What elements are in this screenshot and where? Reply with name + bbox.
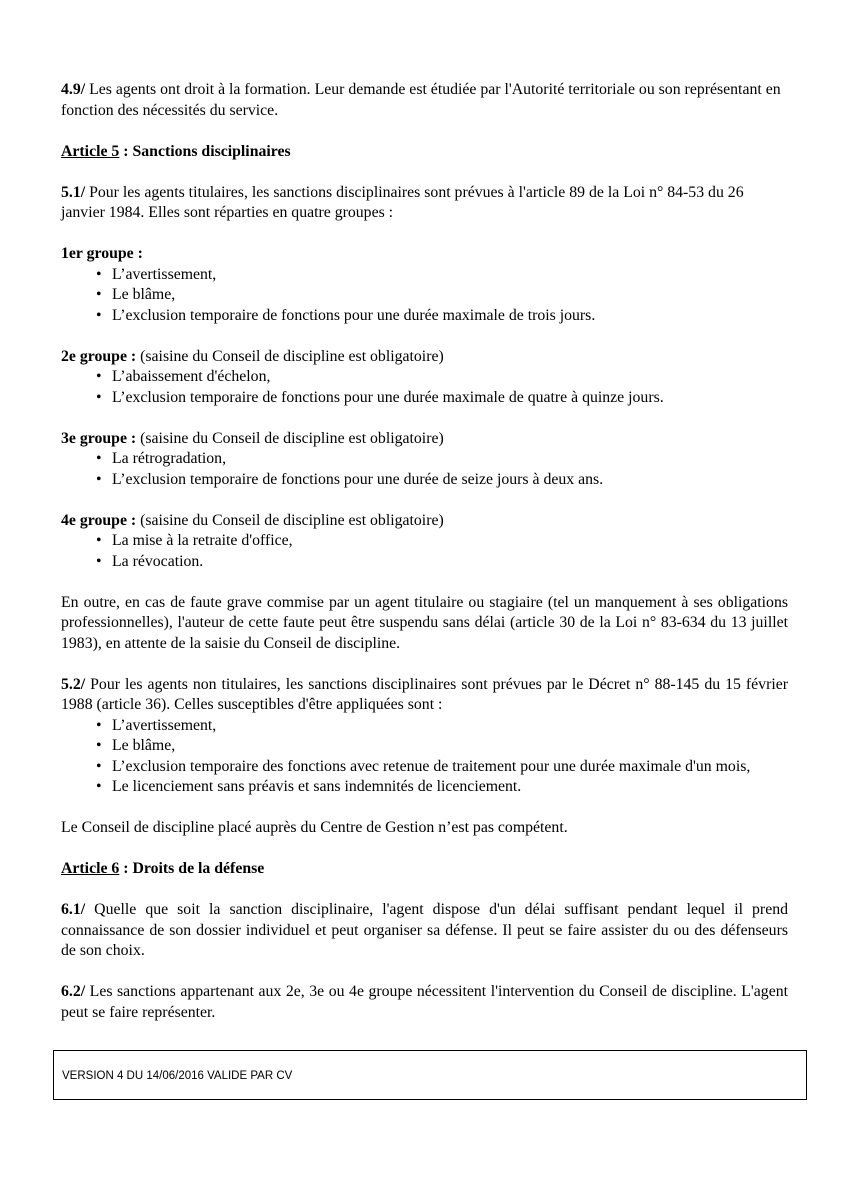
- list-item: • Le blâme,: [61, 285, 788, 306]
- section-number: 5.1/: [61, 183, 86, 201]
- group-title: 3e groupe : (saisine du Conseil de discipline est obligatoire): [61, 429, 444, 447]
- paragraph-5-2: [61, 675, 788, 798]
- list-item-wrapped: • L’exclusion temporaire des fonctions avec retenue de traitement pour une durée maximale d'un mois,: [61, 757, 788, 778]
- group-title: 4e groupe : (saisine du Conseil de discipline est obligatoire): [61, 511, 444, 529]
- group-2: [61, 347, 788, 409]
- version-footer-box: [53, 1050, 807, 1100]
- group-title: 1er groupe :: [61, 245, 143, 262]
- sanctions-list: [61, 716, 788, 798]
- group-1: [61, 244, 788, 326]
- section-number: 5.2/: [61, 675, 86, 693]
- paragraph-text: Quelle que soit la sanction disciplinaire, l'agent dispose d'un délai suffisant pendant lequel il prend connaissance de son dossier individuel et peut organiser sa défense. Il peut se faire assister du ou des défenseurs de son choix.: [61, 901, 788, 959]
- group-list: [61, 449, 788, 490]
- section-number: 4.9/: [61, 81, 86, 98]
- list-item: • La révocation.: [61, 552, 788, 573]
- article-label: Article 5: [61, 142, 120, 160]
- paragraph-6-2: [61, 982, 788, 1023]
- article-title: : Sanctions disciplinaires: [119, 142, 291, 160]
- group-3: [61, 429, 788, 491]
- paragraph-text: Pour les agents titulaires, les sanctions disciplinaires sont prévues à l'article 89 de la Loi n° 84-53 du 26 janvier 1984. Elles sont réparties en quatre groupes :: [61, 183, 744, 221]
- paragraph-en-outre: En outre, en cas de faute grave commise par un agent titulaire ou stagiaire (tel un manquement à ses obligations professionnelles), l'auteur de cette faute peut être suspendu sans délai (article 30 de la Loi n° 83-634 du 13 juillet 1983), en attente de la saisie du Conseil de discipline.: [61, 593, 788, 652]
- list-item: • L’exclusion temporaire de fonctions pour une durée de seize jours à deux ans.: [61, 470, 788, 491]
- article-title: : Droits de la défense: [119, 860, 265, 877]
- list-item: • La rétrogradation,: [61, 449, 788, 470]
- section-number: 6.1/: [61, 901, 86, 918]
- list-item: • L’avertissement,: [61, 716, 788, 737]
- group-note: (saisine du Conseil de discipline est obligatoire): [136, 347, 444, 365]
- list-item: • L’avertissement,: [61, 265, 788, 286]
- paragraph-text: Pour les agents non titulaires, les sanctions disciplinaires sont prévues par le Décret n° 88-145 du 15 février 1988 (article 36). Celles susceptibles d'être appliquées sont :: [61, 675, 788, 713]
- paragraph-5-1: [61, 183, 788, 224]
- group-list: [61, 367, 788, 408]
- list-item: • Le blâme,: [61, 736, 788, 757]
- group-note: (saisine du Conseil de discipline est obligatoire): [136, 511, 444, 529]
- version-text: VERSION 4 DU 14/06/2016 VALIDE PAR CV: [62, 1070, 293, 1082]
- group-4: [61, 511, 788, 573]
- article-6-heading: [61, 859, 788, 880]
- paragraph-6-1: [61, 900, 788, 962]
- section-number: 6.2/: [61, 983, 86, 1000]
- article-label: Article 6: [61, 860, 120, 877]
- group-list: [61, 265, 788, 327]
- paragraph-conseil: Le Conseil de discipline placé auprès du Centre de Gestion n’est pas compétent.: [61, 819, 568, 836]
- group-title: 2e groupe : (saisine du Conseil de discipline est obligatoire): [61, 347, 444, 365]
- paragraph-4-9: [61, 80, 788, 121]
- group-list: [61, 531, 788, 572]
- group-note: (saisine du Conseil de discipline est obligatoire): [136, 429, 444, 447]
- list-item: • Le licenciement sans préavis et sans indemnités de licenciement.: [61, 777, 788, 798]
- article-5-heading: [61, 142, 788, 163]
- document-body: [61, 80, 788, 1023]
- paragraph-text: Les sanctions appartenant aux 2e, 3e ou 4e groupe nécessitent l'intervention du Conseil de discipline. L'agent peut se faire représenter.: [61, 983, 788, 1021]
- list-item: • La mise à la retraite d'office,: [61, 531, 788, 552]
- paragraph-text: Les agents ont droit à la formation. Leur demande est étudiée par l'Autorité territoriale ou son représentant en fonction des nécessités du service.: [61, 81, 781, 119]
- list-item: • L’exclusion temporaire de fonctions pour une durée maximale de quatre à quinze jours.: [61, 388, 788, 409]
- list-item: • L’abaissement d'échelon,: [61, 367, 788, 388]
- list-item: • L’exclusion temporaire de fonctions pour une durée maximale de trois jours.: [61, 306, 788, 327]
